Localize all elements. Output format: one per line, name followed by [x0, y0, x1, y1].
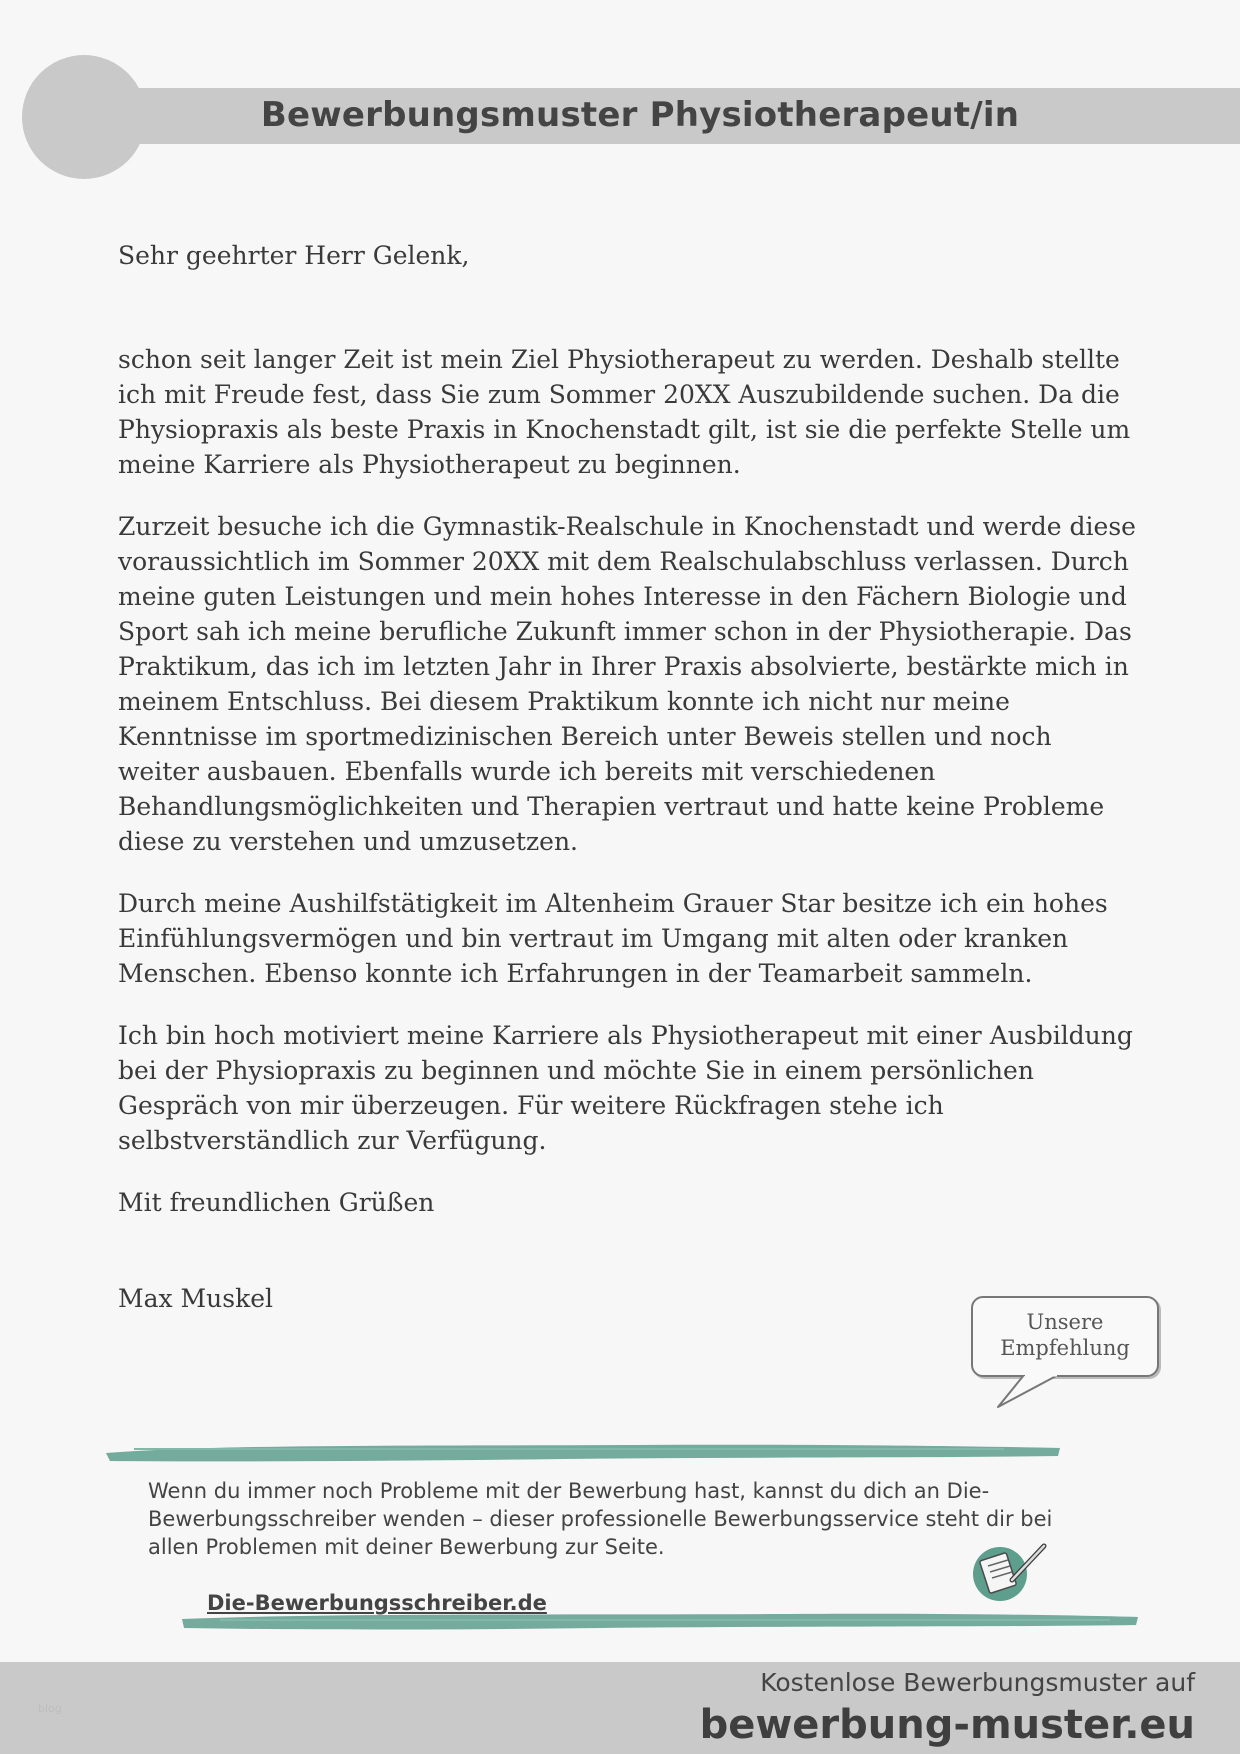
letter-paragraph-4: Ich bin hoch motiviert meine Karriere als Physiotherapeut mit einer Ausbildung bei der Physiopraxis zu beginnen und möchte Sie in einem persönlichen Gespräch von mir überzeugen. Für weitere Rückfragen stehe ich selbstverständlich zur Verfügung.	[118, 1021, 1133, 1155]
document-pen-icon	[968, 1540, 1054, 1602]
recommendation-line-1: Unsere	[1026, 1310, 1104, 1334]
footer-faint-text: blog	[38, 1702, 62, 1715]
letter-closing: Mit freundlichen Grüßen	[118, 1188, 435, 1217]
page-title: Bewerbungsmuster Physiotherapeut/in	[260, 95, 1020, 135]
brush-stroke-top	[104, 1440, 1064, 1464]
promo-text: Wenn du immer noch Probleme mit der Bewerbung hast, kannst du dich an Die-Bewerbungsschreiber wenden – dieser professionelle Bewerbungsservice steht dir bei allen Problemen mit deiner Bewerbung zur Seite.	[148, 1479, 1053, 1559]
recommendation-line-2: Empfehlung	[1000, 1336, 1130, 1360]
promo-link[interactable]: Die-Bewerbungsschreiber.de	[207, 1591, 547, 1615]
brush-stroke-bottom	[180, 1608, 1140, 1634]
letter-body	[118, 238, 1138, 1316]
footer-tagline: Kostenlose Bewerbungsmuster auf	[760, 1668, 1195, 1697]
speech-bubble-tail-icon	[996, 1375, 1086, 1409]
letter-paragraph-1: schon seit langer Zeit ist mein Ziel Physiotherapeut zu werden. Deshalb stellte ich mit Freude fest, dass Sie zum Sommer 20XX Auszubildende suchen. Da die Physiopraxis als beste Praxis in Knochenstadt gilt, ist sie die perfekte Stelle um meine Karriere als Physiotherapeut zu beginnen.	[118, 345, 1131, 479]
letter-paragraph-3: Durch meine Aushilfstätigkeit im Altenheim Grauer Star besitze ich ein hohes Einfühlungsvermögen und bin vertraut im Umgang mit alten oder kranken Menschen. Ebenso konnte ich Erfahrungen in der Teamarbeit sammeln.	[118, 889, 1108, 988]
letter-signature: Max Muskel	[118, 1284, 274, 1313]
letter-salutation: Sehr geehrter Herr Gelenk,	[118, 241, 470, 270]
recommendation-bubble	[971, 1296, 1159, 1377]
footer-site-name[interactable]: bewerbung-muster.eu	[699, 1702, 1195, 1748]
letter-paragraph-2: Zurzeit besuche ich die Gymnastik-Realschule in Knochenstadt und werde diese voraussichtlich im Sommer 20XX mit dem Realschulabschluss verlassen. Durch meine guten Leistungen und mein hohes Interesse in den Fächern Biologie und Sport sah ich meine berufliche Zukunft immer schon in der Physiotherapie. Das Praktikum, das ich im letzten Jahr in Ihrer Praxis absolvierte, bestärkte mich in meinem Entschluss. Bei diesem Praktikum konnte ich nicht nur meine Kenntnisse im sportmedizinischen Bereich unter Beweis stellen und noch weiter ausbauen. Ebenfalls wurde ich bereits mit verschiedenen Behandlungsmöglichkeiten und Therapien vertraut und hatte keine Probleme diese zu verstehen und umzusetzen.	[118, 512, 1136, 856]
